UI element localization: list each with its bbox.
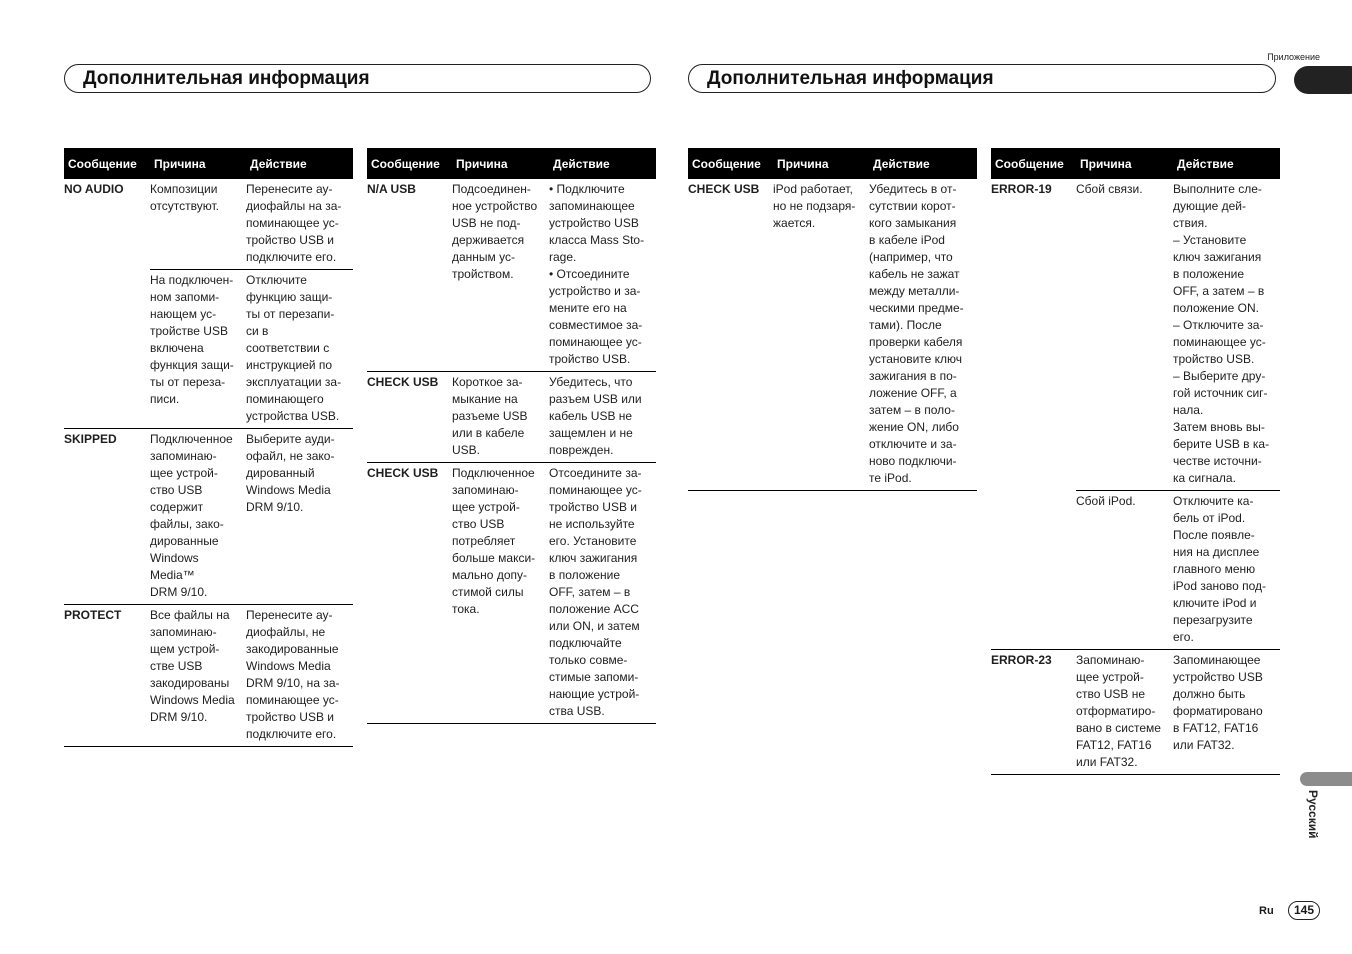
language-label: Русский bbox=[1306, 790, 1320, 839]
cause-text: Все файлы на запоминаю- щем устрой- стве USB закодированы Windows Media DRM 9/10. bbox=[150, 608, 235, 724]
section-tab bbox=[1294, 66, 1352, 94]
right-page-title: Дополнительная информация bbox=[707, 68, 994, 89]
action-text: Отключите функцию защи- ты от перезапи- си в соответствии с инструкцией по эксплуатации за- поминающего устройства USB. bbox=[246, 273, 342, 423]
message-code: PROTECT bbox=[64, 605, 150, 747]
header-cause: Причина bbox=[452, 148, 549, 179]
table-row bbox=[64, 270, 353, 429]
table-row bbox=[64, 429, 353, 605]
message-code: CHECK USB bbox=[367, 463, 452, 724]
action-text: Перенесите ау- диофайлы на за- поминающее ус- тройство USB и подключите его. bbox=[246, 182, 342, 264]
header-action: Действие bbox=[549, 148, 656, 179]
appendix-label: Приложение bbox=[1267, 52, 1320, 62]
table-row bbox=[688, 179, 977, 491]
action-text: Запоминающее устройство USB должно быть форматировано в FAT12, FAT16 или FAT32. bbox=[1173, 653, 1263, 752]
cause-text: На подключен- ном запоми- нающем ус- тройстве USB включена функция защи- ты от переза- писи. bbox=[150, 273, 234, 406]
cause-text: Подсоединен- ное устройство USB не под- держивается данным ус- тройством. bbox=[452, 182, 538, 281]
message-table-2 bbox=[367, 148, 656, 724]
table-row bbox=[367, 179, 656, 372]
left-page-title: Дополнительная информация bbox=[83, 68, 370, 89]
cause-text: iPod работает, но не подзаря- жается. bbox=[773, 182, 856, 230]
header-action: Действие bbox=[869, 148, 977, 179]
header-action: Действие bbox=[246, 148, 353, 179]
action-text: Перенесите ау- диофайлы, не закодированные Windows Media DRM 9/10, на за- поминающее ус- тройство USB и подключите его. bbox=[246, 608, 340, 741]
table-row bbox=[991, 179, 1280, 491]
cause-text: Подключенное запоминаю- щее устрой- ство USB потребляет больше макси- мально допу- стимой силы тока. bbox=[452, 466, 536, 616]
action-text: Убедитесь в от- сутствии корот- кого замыкания в кабеле iPod (например, что кабель не зажат между металли- ческими предме- тами). После проверки кабеля установите ключ зажигания в по- ложение OFF, а затем – в поло- жение ON, либо отключите и за- ново подключи- те iPod. bbox=[869, 182, 964, 485]
message-code bbox=[64, 270, 150, 429]
message-table-1 bbox=[64, 148, 353, 747]
cause-text: Сбой связи. bbox=[1076, 182, 1143, 196]
header-action: Действие bbox=[1173, 148, 1280, 179]
message-code: N/A USB bbox=[367, 182, 416, 196]
header-message: Сообщение bbox=[688, 148, 773, 179]
header-message: Сообщение bbox=[991, 148, 1076, 179]
page-language: Ru bbox=[1259, 905, 1274, 917]
message-code: CHECK USB bbox=[367, 372, 452, 463]
table-row bbox=[367, 372, 656, 463]
table-row bbox=[991, 491, 1280, 650]
message-code bbox=[991, 491, 1076, 650]
right-title-bar bbox=[688, 64, 1276, 93]
message-code: ERROR-23 bbox=[991, 650, 1076, 775]
message-code: NO AUDIO bbox=[64, 182, 124, 196]
header-message: Сообщение bbox=[367, 148, 452, 179]
message-code: ERROR-19 bbox=[991, 182, 1052, 196]
message-table-4 bbox=[991, 148, 1280, 775]
action-text: Выберите ауди- офайл, не зако- дированный Windows Media DRM 9/10. bbox=[246, 432, 335, 514]
table-row bbox=[64, 179, 353, 270]
table-row bbox=[64, 605, 353, 747]
message-code: CHECK USB bbox=[688, 182, 760, 196]
message-code: SKIPPED bbox=[64, 429, 150, 605]
header-cause: Причина bbox=[1076, 148, 1173, 179]
action-text: Убедитесь, что разъем USB или кабель USB не защемлен и не поврежден. bbox=[549, 375, 642, 457]
table-row bbox=[367, 463, 656, 724]
table-row bbox=[991, 650, 1280, 775]
left-title-bar bbox=[64, 64, 651, 93]
header-cause: Причина bbox=[150, 148, 246, 179]
message-table-3 bbox=[688, 148, 977, 491]
cause-text: Сбой iPod. bbox=[1076, 494, 1136, 508]
language-tab bbox=[1300, 772, 1352, 786]
cause-text: Запоминаю- щее устрой- ство USB не отформатиро- вано в системе FAT12, FAT16 или FAT32. bbox=[1076, 653, 1161, 769]
cause-text: Подключенное запоминаю- щее устрой- ство USB содержит файлы, зако- дированные Windows Media™ DRM 9/10. bbox=[150, 432, 233, 599]
header-cause: Причина bbox=[773, 148, 869, 179]
header-message: Сообщение bbox=[64, 148, 150, 179]
cause-text: Композиции отсутствуют. bbox=[150, 182, 219, 213]
action-text: Выполните сле- дующие дей- ствия. – Установите ключ зажигания в положение OFF, а затем – в положение ON. – Отключите за- поминающее ус- тройство USB. – Выберите дру- гой источник сиг- нала. Затем вновь вы- берите USB в ка- честве источни- ка сигнала. bbox=[1173, 182, 1270, 485]
action-text: Отключите ка- бель от iPod. После появле- ния на дисплее главного меню iPod заново под- ключите iPod и перезагрузите его. bbox=[1173, 494, 1266, 644]
action-text: Отсоедините за- поминающее ус- тройство USB и не используйте его. Установите ключ зажигания в положение OFF, затем – в положение ACC или ON, и затем подключайте только совме- стимые запоми- нающие устрой- ства USB. bbox=[549, 466, 642, 718]
cause-text: Короткое за- мыкание на разъеме USB или в кабеле USB. bbox=[452, 375, 528, 457]
page-number: 145 bbox=[1288, 901, 1320, 920]
action-text: • Подключите запоминающее устройство USB класса Mass Sto- rage. • Отсоедините устройство и за- мените его на совместимое за- поминающее ус- тройство USB. bbox=[549, 182, 645, 366]
